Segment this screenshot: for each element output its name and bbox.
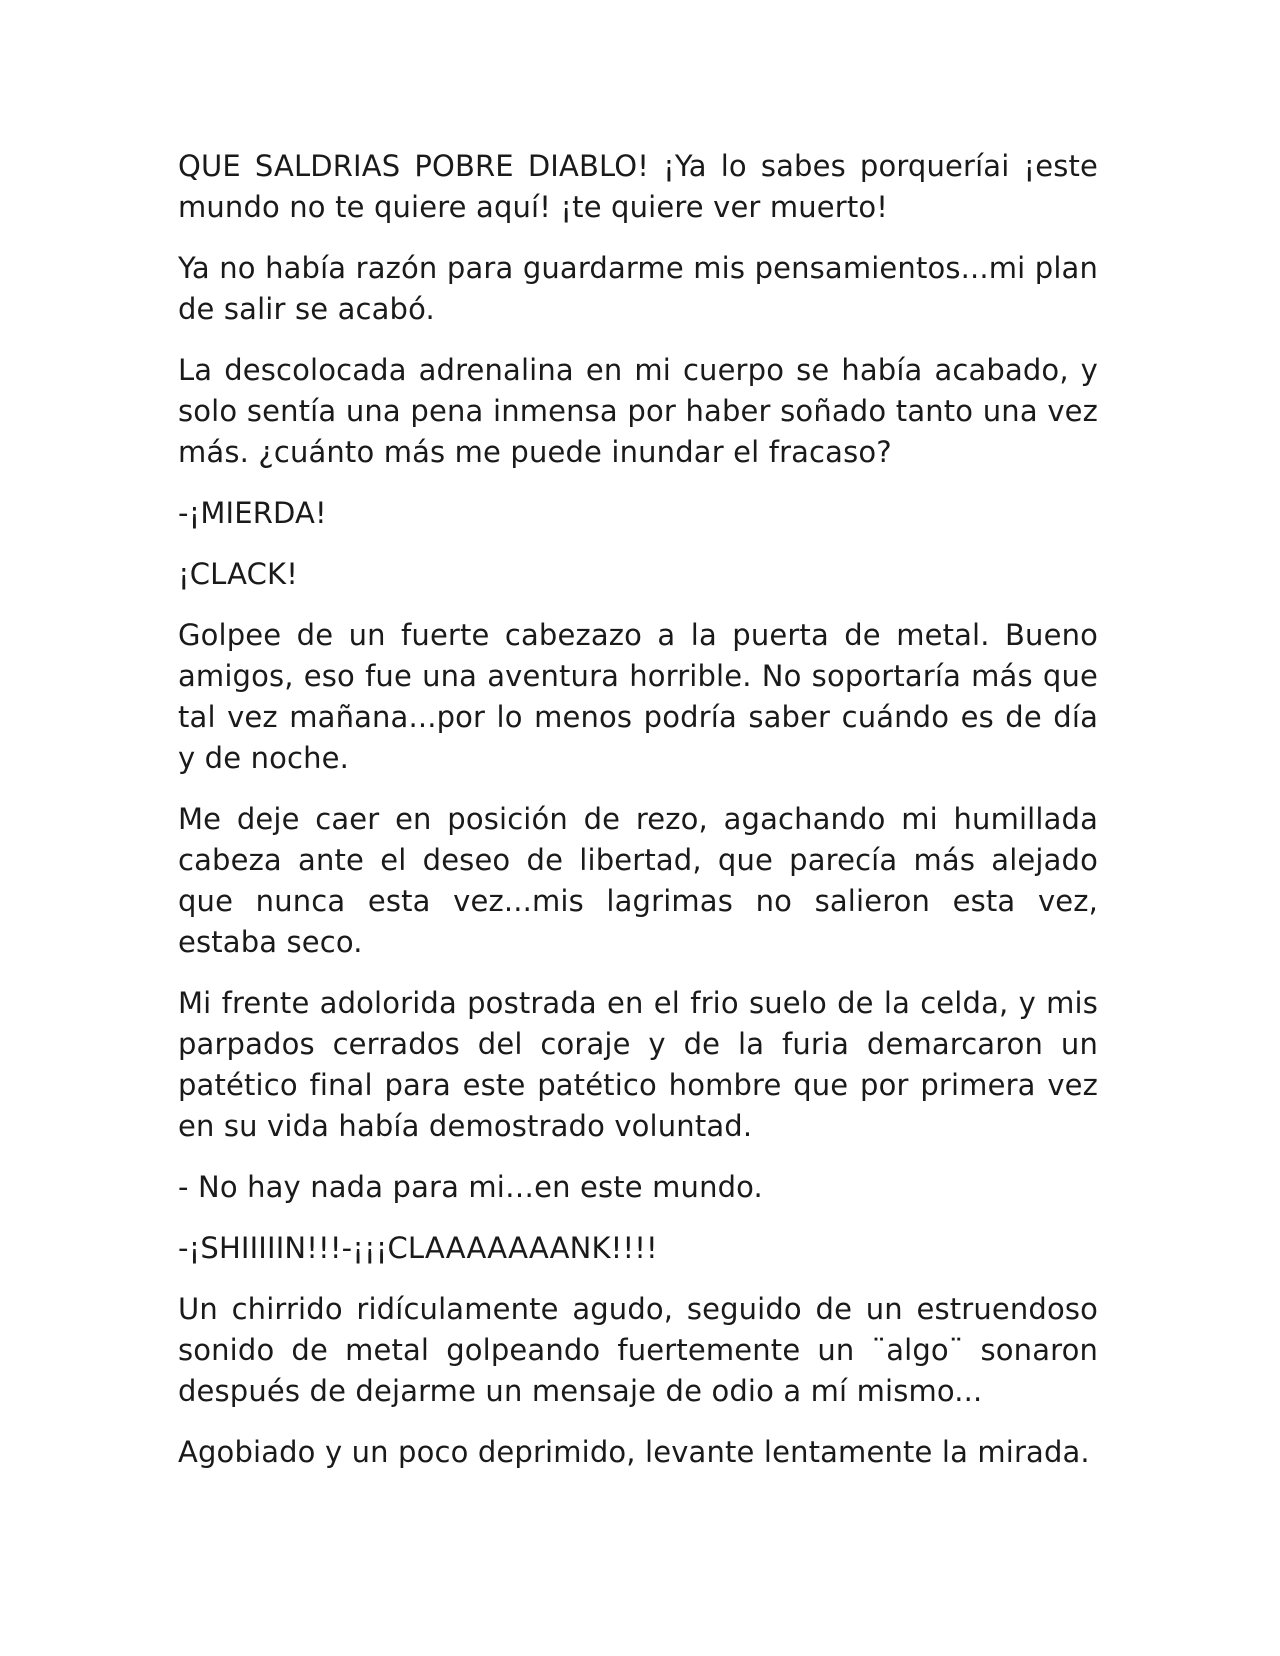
paragraph: Agobiado y un poco deprimido, levante lentamente la mirada. xyxy=(178,1435,1090,1469)
paragraph: Ya no había razón para guardarme mis pensamientos...mi plan de salir se acabó. xyxy=(178,251,1098,326)
paragraph: QUE SALDRIAS POBRE DIABLO! ¡Ya lo sabes porqueríai ¡este mundo no te quiere aquí! ¡te quiere ver muerto! xyxy=(178,149,1098,224)
paragraph: Mi frente adolorida postrada en el frio suelo de la celda, y mis parpados cerrados del coraje y de la furia demarcaron un patético final para este patético hombre que por primera vez en su vida había demostrado voluntad. xyxy=(178,986,1098,1143)
paragraph: La descolocada adrenalina en mi cuerpo se había acabado, y solo sentía una pena inmensa por haber soñado tanto una vez más. ¿cuánto más me puede inundar el fracaso? xyxy=(178,353,1098,469)
document-body xyxy=(178,146,1098,1493)
paragraph: Un chirrido ridículamente agudo, seguido de un estruendoso sonido de metal golpeando fuertemente un ¨algo¨ sonaron después de dejarme un mensaje de odio a mí mismo... xyxy=(178,1292,1098,1408)
paragraph: - No hay nada para mi…en este mundo. xyxy=(178,1170,763,1204)
paragraph: ¡CLACK! xyxy=(178,557,298,591)
paragraph: Me deje caer en posición de rezo, agachando mi humillada cabeza ante el deseo de libertad, que parecía más alejado que nunca esta vez...mis lagrimas no salieron esta vez, estaba seco. xyxy=(178,802,1098,959)
paragraph: -¡SHIIIIIN!!!-¡¡¡CLAAAAAAANK!!!! xyxy=(178,1231,658,1265)
paragraph: Golpee de un fuerte cabezazo a la puerta de metal. Bueno amigos, eso fue una aventura horrible. No soportaría más que tal vez mañana...por lo menos podría saber cuándo es de día y de noche. xyxy=(178,618,1098,775)
paragraph: -¡MIERDA! xyxy=(178,496,327,530)
